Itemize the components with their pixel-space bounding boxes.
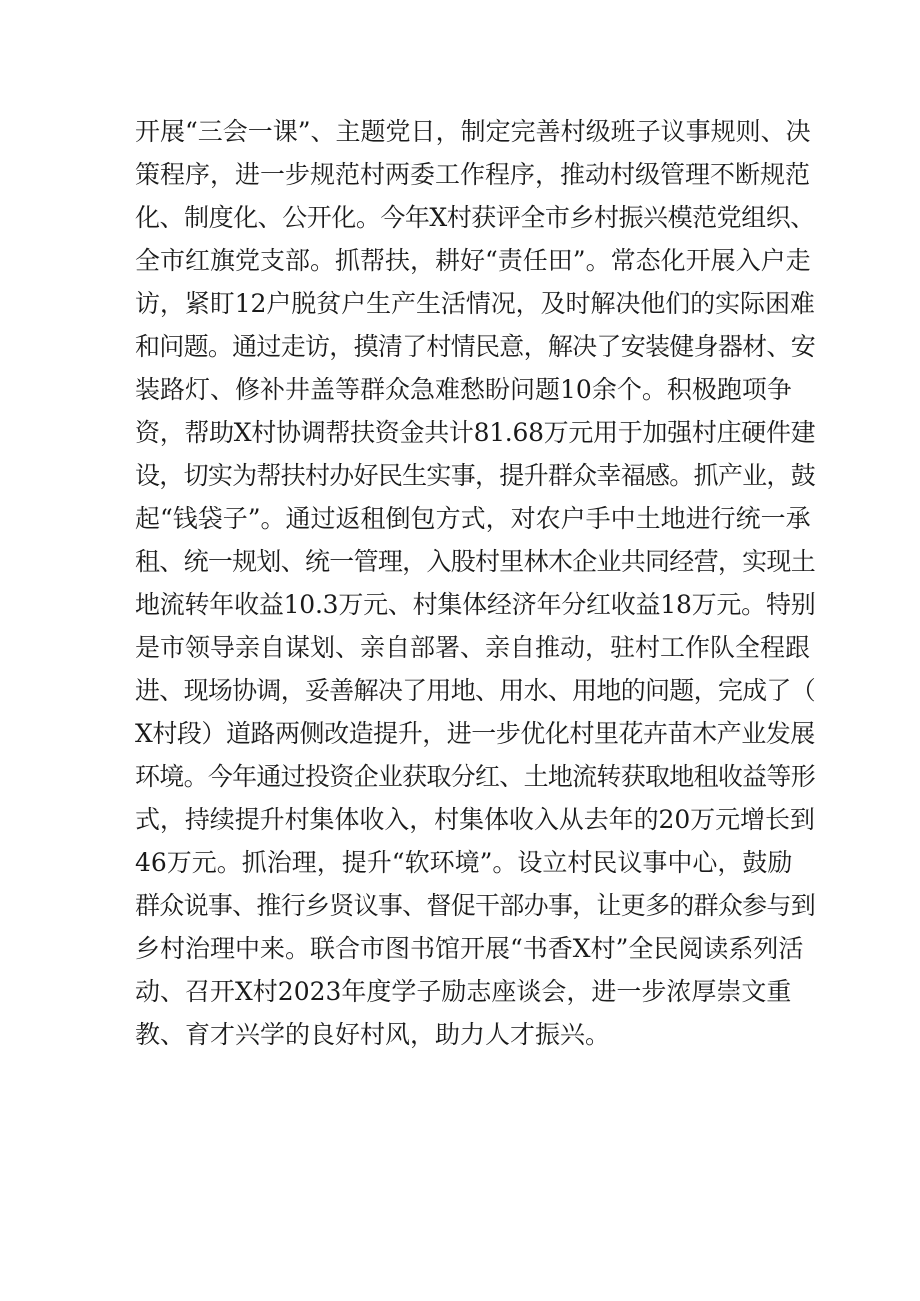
text-line: 全市红旗党支部。抓帮扶，耕好“责任田”。常态化开展入户走 <box>135 246 811 275</box>
text-line: 46万元。抓治理，提升“软环境”。设立村民议事中心，鼓励 <box>135 848 793 877</box>
text-line: 策程序，进一步规范村两委工作程序，推动村级管理不断规范 <box>135 160 811 189</box>
text-line: 租、统一规划、统一管理，入股村里林木企业共同经营，实现土 <box>135 547 816 576</box>
text-line: 是市领导亲自谋划、亲自部署、亲自推动，驻村工作队全程跟 <box>135 633 811 662</box>
text-line: 起“钱袋子”。通过返租倒包方式，对农户手中土地进行统一承 <box>135 504 811 533</box>
text-line: 式，持续提升村集体收入，村集体收入从去年的20万元增长到 <box>135 805 815 834</box>
text-line: 进、现场协调，妥善解决了用地、用水、用地的问题，完成了（ <box>135 676 816 705</box>
text-line: 教、育才兴学的良好村风，助力人才振兴。 <box>135 1020 611 1049</box>
text-line: 开展“三会一课”、主题党日，制定完善村级班子议事规则、决 <box>135 117 811 146</box>
text-line: 群众说事、推行乡贤议事、督促干部办事，让更多的群众参与到 <box>135 891 816 920</box>
text-line: 和问题。通过走访，摸清了村情民意，解决了安装健身器材、安 <box>135 332 816 361</box>
text-line: 地流转年收益10.3万元、村集体经济年分红收益18万元。特别 <box>135 590 816 619</box>
text-line: 装路灯、修补井盖等群众急难愁盼问题10余个。积极跑项争 <box>135 375 792 404</box>
text-line: 动、召开X村2023年度学子励志座谈会，进一步浓厚崇文重 <box>135 977 792 1006</box>
text-line: X村段）道路两侧改造提升，进一步优化村里花卉苗木产业发展 <box>135 719 815 748</box>
text-line: 环境。今年通过投资企业获取分红、土地流转获取地租收益等形 <box>135 762 816 791</box>
text-line: 资，帮助X村协调帮扶资金共计81.68万元用于加强村庄硬件建 <box>135 418 816 447</box>
text-line: 乡村治理中来。联合市图书馆开展“书香X村”全民阅读系列活 <box>135 934 804 963</box>
body-paragraph <box>135 110 815 1056</box>
text-line: 访，紧盯12户脱贫户生产生活情况，及时解决他们的实际困难 <box>135 289 815 318</box>
text-line: 化、制度化、公开化。今年X村获评全市乡村振兴模范党组织、 <box>135 203 815 232</box>
text-line: 设，切实为帮扶村办好民生实事，提升群众幸福感。抓产业，鼓 <box>135 461 816 490</box>
